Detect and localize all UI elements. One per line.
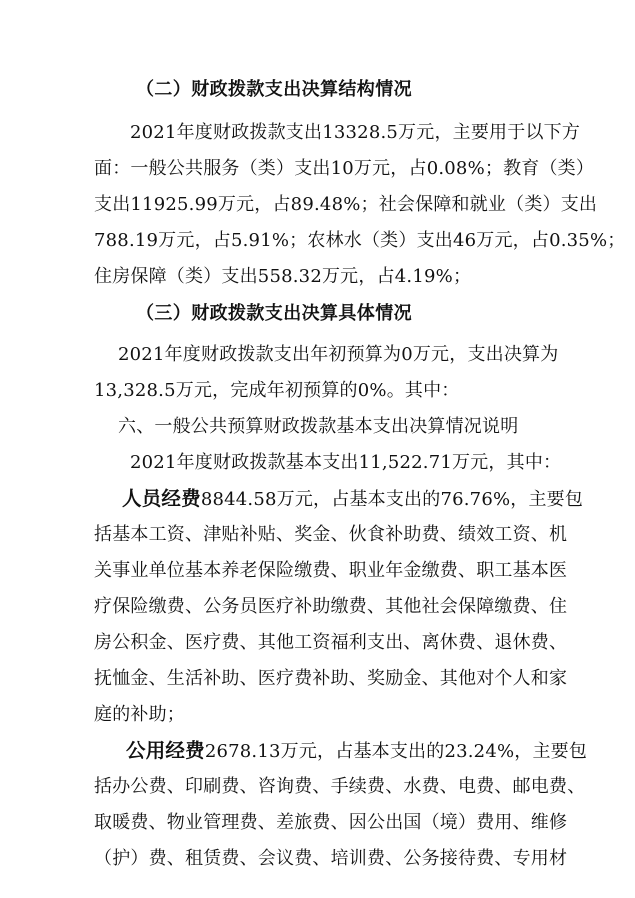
paragraph-line: 关事业单位基本养老保险缴费、职业年金缴费、职工基本医 (94, 560, 568, 581)
paragraph-line: 788.19万元，占5.91%；农林水（类）支出46万元，占0.35%； (94, 230, 626, 251)
paragraph-line: 括办公费、印刷费、咨询费、手续费、水费、电费、邮电费、 (94, 776, 586, 797)
paragraph-line: 房公积金、医疗费、其他工资福利支出、离休费、退休费、 (94, 632, 568, 653)
paragraph-line: 面：一般公共服务（类）支出10万元，占0.08%；教育（类） (94, 158, 595, 179)
paragraph-line: 2021年度财政拨款支出年初预算为0万元，支出决算为 (118, 344, 559, 365)
paragraph-line: 取暖费、物业管理费、差旅费、因公出国（境）费用、维修 (94, 812, 568, 833)
paragraph-line: 2021年度财政拨款基本支出11,522.71万元，其中： (130, 452, 562, 473)
public-expense-text: 2678.13万元，占基本支出的23.24%，主要包 (204, 741, 588, 762)
paragraph-line: 疗保险缴费、公务员医疗补助缴费、其他社会保障缴费、住 (94, 596, 568, 617)
paragraph-line: 2021年度财政拨款支出13328.5万元，主要用于以下方 (130, 122, 581, 143)
personnel-expense-line (122, 487, 583, 512)
public-expense-label: 公用经费 (126, 739, 205, 762)
paragraph-line: 抚恤金、生活补助、医疗费补助、奖励金、其他对个人和家 (94, 668, 568, 689)
paragraph-line: 住房保障（类）支出558.32万元，占4.19%； (94, 266, 472, 287)
section-heading-detail: （三）财政拨款支出决算具体情况 (136, 303, 412, 324)
section-heading-structure: （二）财政拨款支出决算结构情况 (136, 79, 412, 100)
paragraph-line: （护）费、租赁费、会议费、培训费、公务接待费、专用材 (94, 848, 568, 869)
personnel-expense-label: 人员经费 (122, 487, 201, 510)
paragraph-line: 13,328.5万元，完成年初预算的0%。其中： (94, 380, 460, 401)
paragraph-line: 括基本工资、津贴补贴、奖金、伙食补助费、绩效工资、机 (94, 524, 568, 545)
subsection-title: 六、一般公共预算财政拨款基本支出决算情况说明 (118, 416, 519, 437)
personnel-expense-text: 8844.58万元，占基本支出的76.76%，主要包 (200, 489, 584, 510)
paragraph-line: 支出11925.99万元，占89.48%；社会保障和就业（类）支出 (94, 194, 598, 215)
paragraph-line: 庭的补助； (94, 704, 185, 725)
public-expense-line (126, 739, 587, 764)
